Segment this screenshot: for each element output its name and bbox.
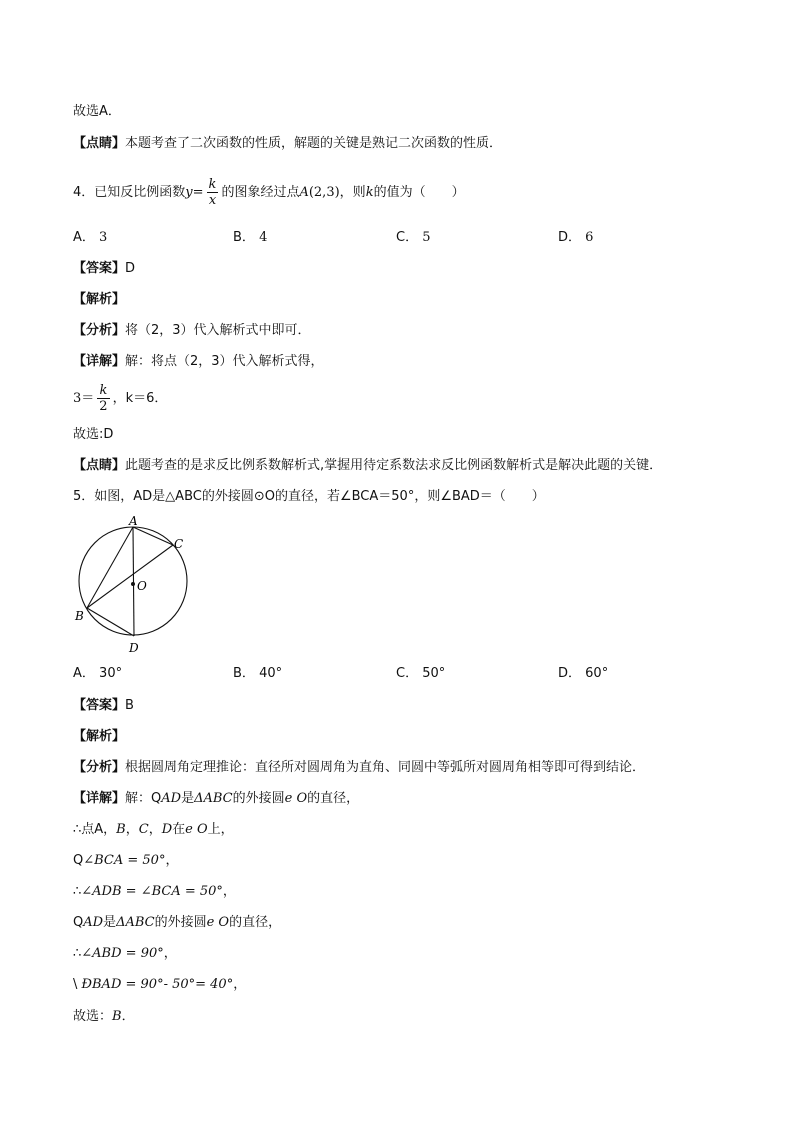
eq-fraction bbox=[97, 383, 109, 414]
q4-stem-pre: 4．已知反比例函数 bbox=[73, 185, 186, 200]
circle-figure bbox=[70, 512, 200, 657]
center-point bbox=[131, 582, 135, 586]
func-y: y bbox=[185, 185, 193, 200]
answer-value: B bbox=[125, 698, 134, 713]
q4-option-a: A． 3 bbox=[73, 230, 108, 245]
func-denominator: x bbox=[207, 192, 219, 208]
q4-stem-mid2: ，则 bbox=[339, 185, 366, 200]
xiangjie-label: 【详解】 bbox=[73, 354, 126, 369]
chord-ad bbox=[133, 527, 134, 636]
q4-answer bbox=[73, 260, 135, 278]
xiangjie-label: 【详解】 bbox=[73, 791, 126, 806]
q5-fenxi bbox=[73, 759, 645, 777]
q4-stem-post: 的值为（ ） bbox=[373, 185, 465, 200]
fenxi-text: 根据圆周角定理推论：直径所对圆周角为直角、同圆中等弧所对圆周角相等即可得到结论． bbox=[125, 760, 646, 775]
chord-bd bbox=[87, 608, 134, 636]
q4-comment bbox=[73, 457, 662, 475]
q5-option-a: A． 30° bbox=[73, 666, 123, 681]
q5-option-c: C． 50° bbox=[396, 666, 446, 681]
eq-lhs: 3＝ bbox=[73, 391, 95, 406]
answer-label: 【答案】 bbox=[73, 698, 126, 713]
label-d: D bbox=[129, 641, 139, 655]
answer-label: 【答案】 bbox=[73, 261, 126, 276]
eq-rest: ，k＝6． bbox=[112, 391, 168, 406]
q4-choice: 故选:D bbox=[73, 427, 114, 442]
q5-choice: 故选：B． bbox=[73, 1009, 135, 1024]
chord-bc bbox=[87, 545, 173, 608]
label-b: B bbox=[75, 609, 84, 623]
q4-analysis-heading: 【解析】 bbox=[73, 292, 126, 307]
label-a: A bbox=[129, 514, 138, 528]
prev-choice: 故选A． bbox=[73, 104, 121, 119]
label-c: C bbox=[174, 537, 184, 551]
func-eq: = bbox=[192, 185, 204, 200]
q4-equation bbox=[73, 383, 167, 414]
point-name: A bbox=[299, 185, 309, 200]
q4-option-d: D． 6 bbox=[558, 230, 594, 245]
q4-stem-mid: 的图象经过点 bbox=[221, 185, 300, 200]
q5-stem: 5．如图，AD是△ABC的外接圆⊙O的直径，若∠BCA＝50°，则∠BAD＝（ ） bbox=[73, 489, 545, 504]
q4-option-b: B． 4 bbox=[233, 230, 268, 245]
q5-answer bbox=[73, 697, 134, 715]
eq-numerator: k bbox=[99, 383, 108, 398]
q5-option-d: D． 60° bbox=[558, 666, 609, 681]
comment-text: 此题考查的是求反比例系数解析式,掌握用待定系数法求反比例函数解析式是解决此题的关键． bbox=[125, 458, 663, 473]
q5-step-1: 【详解】解：QAD是ΔABC的外接圆e O的直径， bbox=[73, 791, 360, 806]
q5-step-4: ∴∠ADB = ∠BCA = 50°， bbox=[73, 884, 236, 899]
eq-denominator: 2 bbox=[99, 399, 108, 414]
label-o: O bbox=[137, 579, 147, 593]
q4-xiangjie bbox=[73, 353, 324, 371]
chord-ac bbox=[133, 527, 173, 545]
prev-comment bbox=[73, 135, 502, 153]
fenxi-label: 【分析】 bbox=[73, 323, 126, 338]
q5-step-3: Q∠BCA = 50°， bbox=[73, 853, 179, 868]
q5-option-b: B． 40° bbox=[233, 666, 283, 681]
q5-step-6: ∴∠ABD = 90°， bbox=[73, 946, 177, 961]
answer-value: D bbox=[125, 261, 136, 276]
q4-option-c: C． 5 bbox=[396, 230, 431, 245]
k-var: k bbox=[365, 185, 374, 200]
comment-text: 本题考查了二次函数的性质，解题的关键是熟记二次函数的性质． bbox=[125, 136, 503, 151]
func-numerator: k bbox=[208, 177, 217, 192]
q5-analysis-heading: 【解析】 bbox=[73, 729, 126, 744]
point-coords: (2,3) bbox=[308, 185, 340, 200]
fenxi-label: 【分析】 bbox=[73, 760, 126, 775]
comment-label: 【点睛】 bbox=[73, 458, 126, 473]
fenxi-text: 将（2，3）代入解析式中即可． bbox=[125, 323, 311, 338]
q4-stem bbox=[73, 177, 465, 208]
func-fraction bbox=[207, 177, 219, 208]
q4-fenxi bbox=[73, 322, 311, 340]
chord-ab bbox=[87, 527, 133, 608]
q5-step-5: QAD是ΔABC的外接圆e O的直径， bbox=[73, 915, 282, 930]
q5-step-2: ∴点A，B，C，D在e O上， bbox=[73, 822, 234, 837]
comment-label: 【点睛】 bbox=[73, 136, 126, 151]
q5-step-7: \ ÐBAD = 90°- 50°= 40°， bbox=[73, 977, 247, 992]
xiangjie-text: 解：将点（2，3）代入解析式得， bbox=[125, 354, 324, 369]
